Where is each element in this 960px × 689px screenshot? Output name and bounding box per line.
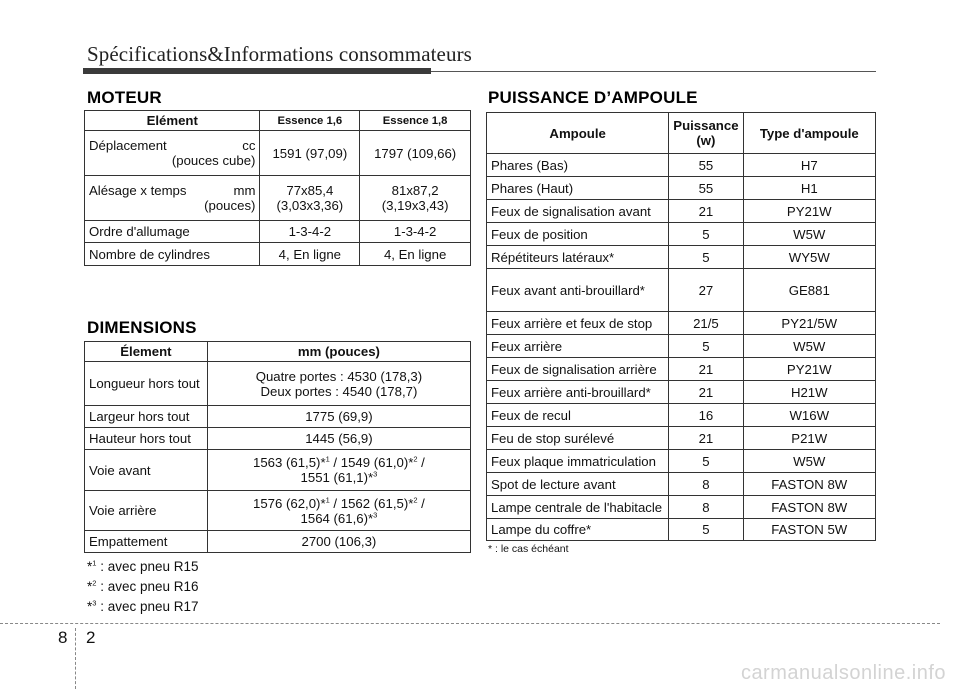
table-row xyxy=(85,428,471,450)
bulb-type: H7 xyxy=(743,154,875,177)
footnote-text: : avec pneu R16 xyxy=(96,579,199,594)
bulb-type: FASTON 8W xyxy=(743,496,875,519)
bulb-power: 27 xyxy=(669,269,743,312)
dimensions-footnote xyxy=(87,579,199,594)
dimensions-value-line: Deux portes : 4540 (178,7) xyxy=(260,383,418,399)
dimensions-label: Largeur hors tout xyxy=(85,406,208,428)
footnote-mark: 2 xyxy=(413,495,418,505)
table-row xyxy=(487,335,876,358)
puissance-header-row xyxy=(487,113,876,154)
footnote-text: : avec pneu R15 xyxy=(96,559,199,574)
bulb-type: PY21W xyxy=(743,200,875,223)
header-line: (w) xyxy=(696,133,716,148)
moteur-label-deplacement xyxy=(85,131,260,176)
puissance-header-ampoule: Ampoule xyxy=(487,113,669,154)
moteur-label-alesage xyxy=(85,176,260,221)
page-number: 2 xyxy=(86,628,96,647)
table-row xyxy=(85,406,471,428)
bulb-power: 21 xyxy=(669,427,743,450)
dimensions-value: 1445 (56,9) xyxy=(207,428,470,450)
moteur-header-essence-18: Essence 1,8 xyxy=(360,111,471,131)
moteur-header-row xyxy=(85,111,471,131)
dimensions-value: 2700 (106,3) xyxy=(207,531,470,553)
moteur-value: 1797 (109,66) xyxy=(360,131,471,176)
bulb-type: W5W xyxy=(743,223,875,246)
puissance-footnote: * : le cas échéant xyxy=(488,543,569,555)
table-row xyxy=(85,362,471,406)
bulb-name: Feux de recul xyxy=(487,404,669,427)
dimensions-value xyxy=(207,450,470,491)
moteur-value: 1-3-4-2 xyxy=(260,221,360,243)
table-row xyxy=(487,473,876,496)
bulb-power: 21 xyxy=(669,358,743,381)
dimensions-label: Voie arrière xyxy=(85,491,208,531)
bulb-power: 5 xyxy=(669,223,743,246)
dimensions-value-line xyxy=(212,496,466,511)
dimensions-value-line xyxy=(212,455,466,470)
moteur-header-essence-16: Essence 1,6 xyxy=(260,111,360,131)
value-text: / 1549 (61,0)* xyxy=(329,455,414,470)
dimensions-table xyxy=(84,341,471,553)
table-row xyxy=(85,531,471,553)
bulb-name: Feux arrière xyxy=(487,335,669,358)
footnote-mark: 2 xyxy=(413,454,418,464)
bulb-name: Feux de signalisation arrière xyxy=(487,358,669,381)
dimensions-value xyxy=(207,362,470,406)
bulb-power: 8 xyxy=(669,496,743,519)
footnote-text: : avec pneu R17 xyxy=(96,599,199,614)
bulb-name: Feux arrière et feux de stop xyxy=(487,312,669,335)
table-row xyxy=(487,269,876,312)
moteur-label: Nombre de cylindres xyxy=(85,243,260,266)
bulb-name: Feux avant anti-brouillard* xyxy=(487,269,669,312)
bulb-type: H1 xyxy=(743,177,875,200)
moteur-label-text: Déplacement xyxy=(89,138,167,153)
bulb-type: GE881 xyxy=(743,269,875,312)
table-row xyxy=(487,519,876,541)
bulb-name: Feux de position xyxy=(487,223,669,246)
table-row xyxy=(85,221,471,243)
table-row xyxy=(85,491,471,531)
table-row xyxy=(487,177,876,200)
dimensions-header-row xyxy=(85,342,471,362)
footnote-mark: 2 xyxy=(92,578,97,588)
moteur-header-element: Elément xyxy=(85,111,260,131)
moteur-value-line: 81x87,2 xyxy=(391,183,439,198)
bulb-power: 5 xyxy=(669,519,743,541)
moteur-value-line: 77x85,4 xyxy=(286,183,334,198)
moteur-value xyxy=(260,176,360,221)
bulb-power: 8 xyxy=(669,473,743,496)
footnote-mark: 1 xyxy=(92,558,97,568)
puissance-header-puissance xyxy=(669,113,743,154)
bulb-name: Feux de signalisation avant xyxy=(487,200,669,223)
bulb-type: FASTON 5W xyxy=(743,519,875,541)
moteur-table xyxy=(84,110,471,266)
bulb-type: H21W xyxy=(743,381,875,404)
table-row xyxy=(487,358,876,381)
table-row xyxy=(85,131,471,176)
puissance-header-type: Type d'ampoule xyxy=(743,113,875,154)
bulb-type: PY21/5W xyxy=(743,312,875,335)
value-text: 1576 (62,0)* xyxy=(253,495,326,511)
table-row xyxy=(487,450,876,473)
bulb-power: 21/5 xyxy=(669,312,743,335)
page-header-title: Spécifications&Informations consommateurs xyxy=(87,42,472,66)
bulb-name: Lampe centrale de l'habitacle xyxy=(487,496,669,519)
dimensions-value-line xyxy=(212,511,466,526)
moteur-value xyxy=(360,176,471,221)
bulb-power: 55 xyxy=(669,154,743,177)
footnote-mark: 3 xyxy=(373,469,378,479)
table-row xyxy=(85,450,471,491)
footer-divider xyxy=(0,623,940,624)
bulb-name: Répétiteurs latéraux* xyxy=(487,246,669,269)
table-row xyxy=(487,246,876,269)
header-line: Puissance xyxy=(673,118,739,133)
bulb-power: 21 xyxy=(669,381,743,404)
dimensions-value xyxy=(207,491,470,531)
footnote-mark: 1 xyxy=(325,454,330,464)
puissance-section-title: PUISSANCE D’AMPOULE xyxy=(488,88,698,107)
dimensions-value-line xyxy=(212,470,466,485)
dimensions-footnote xyxy=(87,599,199,614)
table-row xyxy=(487,427,876,450)
bulb-power: 55 xyxy=(669,177,743,200)
bulb-name: Feux plaque immatriculation xyxy=(487,450,669,473)
table-row xyxy=(85,176,471,221)
footnote-mark: 3 xyxy=(92,598,97,608)
bulb-power: 21 xyxy=(669,200,743,223)
value-text: 1563 (61,5)* xyxy=(253,455,326,470)
page-section-number: 8 xyxy=(58,628,68,647)
table-row xyxy=(487,496,876,519)
moteur-label-unit: mm xyxy=(233,183,256,198)
dimensions-label: Hauteur hors tout xyxy=(85,428,208,450)
value-text: / xyxy=(417,495,425,511)
footer-vertical-divider xyxy=(75,628,76,689)
value-text: 1564 (61,6)* xyxy=(300,510,374,526)
dimensions-label: Empattement xyxy=(85,531,208,553)
table-row xyxy=(487,223,876,246)
moteur-label-text: Alésage x temps xyxy=(89,183,187,198)
table-row xyxy=(487,154,876,177)
bulb-type: W16W xyxy=(743,404,875,427)
bulb-power: 5 xyxy=(669,246,743,269)
table-row xyxy=(85,243,471,266)
watermark: carmanualsonline.info xyxy=(740,662,946,684)
dimensions-label: Voie avant xyxy=(85,450,208,491)
bulb-type: WY5W xyxy=(743,246,875,269)
bulb-type: W5W xyxy=(743,335,875,358)
table-row xyxy=(487,404,876,427)
dimensions-header-element: Élement xyxy=(85,342,208,362)
dimensions-value: 1775 (69,9) xyxy=(207,406,470,428)
moteur-section-title: MOTEUR xyxy=(87,88,162,107)
dimensions-value-line: Quatre portes : 4530 (178,3) xyxy=(255,368,423,384)
bulb-name: Feux arrière anti-brouillard* xyxy=(487,381,669,404)
moteur-label: Ordre d'allumage xyxy=(85,221,260,243)
dimensions-section-title: DIMENSIONS xyxy=(87,318,197,337)
moteur-value: 4, En ligne xyxy=(360,243,471,266)
footnote-mark: 1 xyxy=(325,495,330,505)
puissance-table xyxy=(486,112,876,541)
footnote-star: * xyxy=(87,599,93,614)
bulb-type: W5W xyxy=(743,450,875,473)
dimensions-label: Longueur hors tout xyxy=(85,362,208,406)
moteur-value: 1-3-4-2 xyxy=(360,221,471,243)
value-text: 1551 (61,1)* xyxy=(300,470,374,485)
bulb-type: FASTON 8W xyxy=(743,473,875,496)
bulb-name: Phares (Haut) xyxy=(487,177,669,200)
bulb-name: Phares (Bas) xyxy=(487,154,669,177)
table-row xyxy=(487,312,876,335)
dimensions-footnote xyxy=(87,559,199,574)
moteur-label-unit: cc xyxy=(242,138,256,153)
moteur-label-unit-alt: (pouces) xyxy=(204,198,256,213)
bulb-name: Lampe du coffre* xyxy=(487,519,669,541)
header-rule xyxy=(431,71,876,72)
bulb-power: 5 xyxy=(669,450,743,473)
value-text: / xyxy=(417,455,425,470)
bulb-power: 16 xyxy=(669,404,743,427)
footnote-star: * xyxy=(87,559,93,574)
bulb-type: P21W xyxy=(743,427,875,450)
dimensions-header-mm: mm (pouces) xyxy=(207,342,470,362)
value-text: / 1562 (61,5)* xyxy=(329,495,414,511)
moteur-value: 4, En ligne xyxy=(260,243,360,266)
bulb-name: Spot de lecture avant xyxy=(487,473,669,496)
bulb-type: PY21W xyxy=(743,358,875,381)
table-row xyxy=(487,200,876,223)
bulb-name: Feu de stop surélevé xyxy=(487,427,669,450)
moteur-value-line: (3,19x3,43) xyxy=(381,198,449,213)
bulb-power: 5 xyxy=(669,335,743,358)
moteur-value: 1591 (97,09) xyxy=(260,131,360,176)
footnote-star: * xyxy=(87,579,93,594)
moteur-label-unit-alt: (pouces cube) xyxy=(171,153,256,168)
footnote-mark: 3 xyxy=(373,510,378,520)
header-bar xyxy=(83,68,431,74)
table-row xyxy=(487,381,876,404)
moteur-value-line: (3,03x3,36) xyxy=(276,198,344,213)
puissance-rows xyxy=(487,154,876,541)
